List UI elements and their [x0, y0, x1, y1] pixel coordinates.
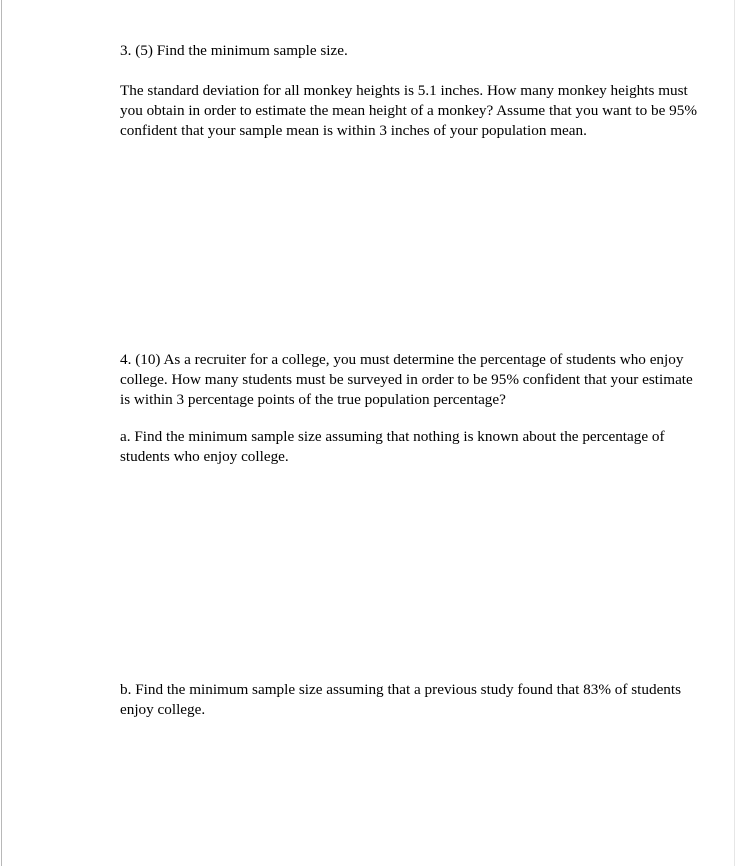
question-4-part-a: a. Find the minimum sample size assuming that nothing is known about the percentage of students who enjoy college.: [120, 428, 665, 465]
question-3-heading: 3. (5) Find the minimum sample size.: [120, 42, 348, 59]
question-4-heading: 4. (10) As a recruiter for a college, you must determine the percentage of students who enjoy college. How many students must be surveyed in order to be 95% confident that your estimate is within 3 percentage points of the true population percentage?: [120, 351, 693, 408]
question-3-body: The standard deviation for all monkey heights is 5.1 inches. How many monkey heights must you obtain in order to estimate the mean height of a monkey? Assume that you want to be 95% confident that your sample mean is within 3 inches of your population mean.: [120, 82, 697, 139]
page-right-border: [734, 0, 735, 866]
page-left-border: [1, 0, 2, 866]
question-4-part-b: b. Find the minimum sample size assuming that a previous study found that 83% of students enjoy college.: [120, 681, 682, 718]
